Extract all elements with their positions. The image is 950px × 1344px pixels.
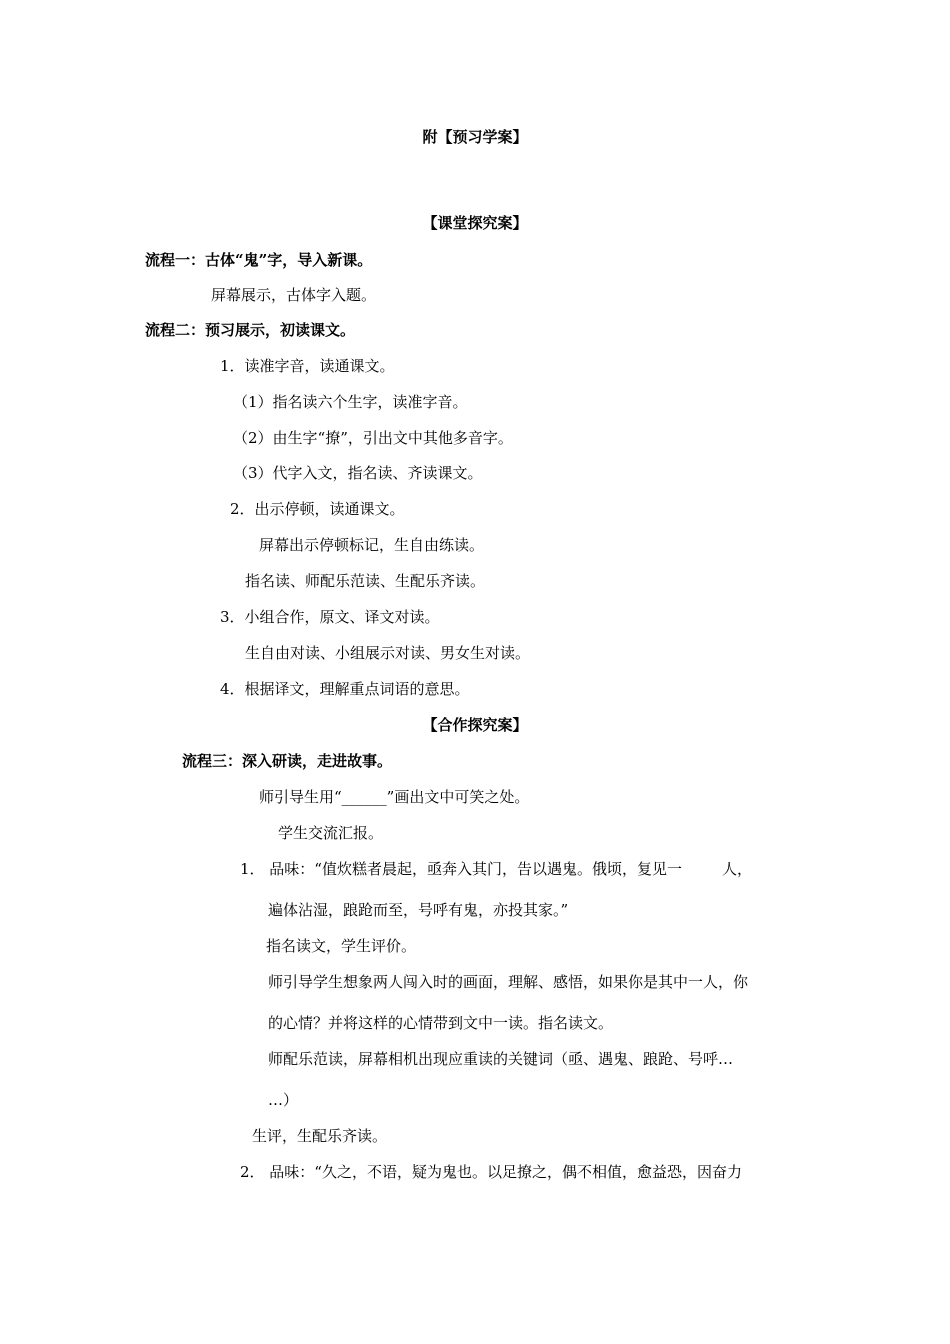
flow1-heading: 流程一：古体“鬼”字，导入新课。 [145,251,373,269]
flow2-item1-sub1: （1）指名读六个生字，读准字音。 [233,393,468,411]
flow3-item1-tail: 人， [721,860,752,878]
flow3-item1-line2: 师引导学生想象两人闯入时的画面，理解、感悟，如果你是其中一人，你 [268,973,749,991]
flow3-item1-cont: 遍体沾湿，踉跄而至，号呼有鬼，亦投其家。” [268,901,569,919]
flow3-item1 [240,859,752,879]
flow2-item2-line2: 指名读、师配乐范读、生配乐齐读。 [245,572,486,590]
flow3-item1-line5: …） [268,1091,299,1109]
flow2-item4: 4．根据译文，理解重点词语的意思。 [220,680,470,698]
flow2-item2-line1: 屏幕出示停顿标记，生自由练读。 [259,536,485,554]
flow2-item1: 1．读准字音，读通课文。 [220,357,395,375]
flow3-report: 学生交流汇报。 [278,824,384,842]
flow2-item3: 3．小组合作，原文、译文对读。 [220,608,440,626]
flow2-item3-line1: 生自由对读、小组展示对读、男女生对读。 [245,644,531,662]
flow3-item1-line6: 生评，生配乐齐读。 [252,1127,388,1145]
class-explore-title: 【课堂探究案】 [422,214,528,232]
flow2-heading: 流程二：预习展示，初读课文。 [145,321,356,339]
flow2-item1-sub3: （3）代字入文，指名读、齐读课文。 [233,464,483,482]
flow2-item2: 2．出示停顿，读通课文。 [230,500,405,518]
flow2-item1-sub2: （2）由生字“撩”，引出文中其他多音字。 [233,429,513,447]
flow3-heading: 流程三：深入研读，走进故事。 [182,752,393,770]
coop-explore-title: 【合作探究案】 [422,716,528,734]
flow3-item2: 2． 品味：“久之，不语，疑为鬼也。以足撩之，偶不相值，愈益恐，因奋力 [240,1163,742,1181]
flow1-line: 屏幕展示，古体字入题。 [211,286,377,304]
flow3-item1-line1: 指名读文，学生评价。 [266,937,417,955]
flow3-item1-line4: 师配乐范读，屏幕相机出现应重读的关键词（亟、遇鬼、踉跄、号呼… [268,1050,734,1068]
flow3-guide: 师引导生用“______”画出文中可笑之处。 [259,788,530,806]
flow3-item1-text: 1． 品味：“值炊糕者晨起，亟奔入其门，告以遇鬼。俄顷，复见一 [240,860,682,878]
preview-title: 附【预习学案】 [422,128,528,146]
flow3-item1-line3: 的心情？并将这样的心情带到文中一读。指名读文。 [268,1014,614,1032]
